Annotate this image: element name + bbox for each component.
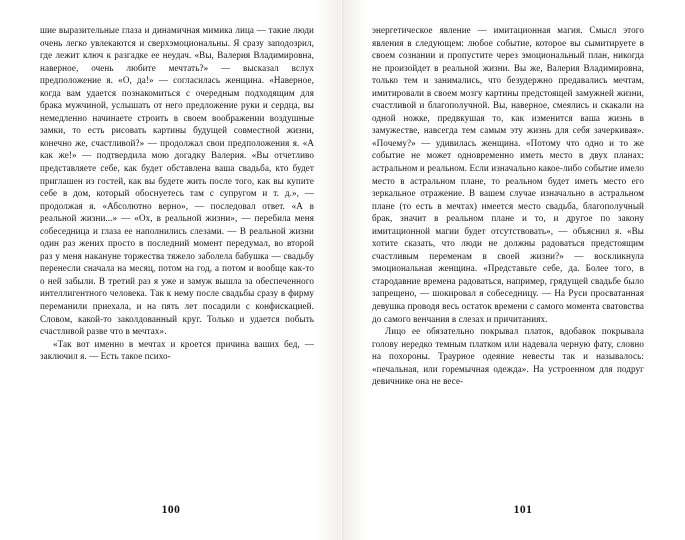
page-number-left: 100: [161, 504, 181, 516]
page-right: [342, 0, 684, 540]
gutter-shadow-right: [342, 0, 368, 540]
paragraph: Лицо ее обязательно покрывал платок, вдобавок покрывала голову нередко темным платком или надевала черную фату, словно на похороны. Траурное одеяние невесты так и называлось: «печальная, или горемычная одежда». На устроенном для подруг девичнике она не весе-: [372, 326, 644, 387]
page-number-right: 101: [513, 504, 533, 516]
paragraph: шие выразительные глаза и динамичная мимика лица — такие люди очень легко увлекаются и сверхэмоциональны. Я сразу заподозрил, где лежит ключ к разгадке ее неудач. «Вы, Валерия Владимировна, наверное, очень любите мечтать?» — высказал вслух предположение я. «О, да!» — согласилась женщина. «Наверное, когда вам удается познакомиться с очередным подходящим для брака мужчиной, услышать от него предложение руки и сердца, вы немедленно начинаете строить в своем воображении воздушные замки, то есть рисовать картины будущей совместной жизни, конечно же, счастливой?» — продолжал свои предположения я. «А как же!» — подтвердила мою догадку Валерия. «Вы отчетливо представляете себе, как будет обставлена ваша свадьба, кто будет приглашен из гостей, как вы будете жить после того, как вы купите себе в дом, который обоснуетесь там с супругом и т. д.», — продолжая я. «Абсолютно верно», — последовал ответ. «А в реальной жизни...» — «Ох, в реальной жизни», — перебила меня собеседница и глаза ее наполнились слезами. — В реальной жизни один раз жених просто в последний момент передумал, во второй раз у меня накануне торжества тяжело заболела бабушка — свадьбу перенесли сначала на месяц, потом на год, а потом и вообще как-то о ней забыли. В третий раз я уже и замуж вышла за обеспеченного интеллигентного человека. Так к нему после свадьбы сразу в фирму переманили приехала, и на пять лет посадили с конфискацией. Словом, какой-то заколдованный круг. Только и удается побыть счастливой разве что в мечтах».: [40, 25, 314, 337]
page-left-text-column: [40, 24, 314, 363]
page-left: [0, 0, 342, 540]
paragraph: энергетическое явление — имитационная магия. Смысл этого явления в следующем: любое событие, которое вы сымитируете в своем сознании и пропустите через эмоциональный план, никогда не произойдет в реальной жизни. Вы же, Валерия Владимировна, только тем и занимались, что безудержно предавались мечтам, имитировали в своем мозгу картины предстоящей замужней жизни, счастливой и благополучной. Вы, наверное, смеялись и скакали на одной ножке, предвкушая то, как изменится ваша жизнь в замужестве, навсегда тем самым эту жизнь для себя зачеркивая». «Почему?» — удивилась женщина. «Потому что одно и то же событие не может одновременно иметь место в двух планах: астральном и реальном. Если изначально какое-либо событие имело место в астральном плане, то реальном будет иметь место его зеркальное отражение. В вашем случае изначально в астральном плане (то есть в мечтах) имеется место свадьба, благополучный брак, значит в реальном плане и то, и другое по закону имитационной магии будет отсутствовать», — объяснил я. «Вы хотите сказать, что люди не должны радоваться предстоящим счастливым переменам в своей жизни?» — воскликнула эмоциональная женщина. «Представьте себе, да. Более того, в стародавние времена радоваться, например, грядущей свадьбе было запрещено, — шокировал я собеседницу. — На Руси просватанная девушка проводя весь остаток времени с самого момента сватовства до самого венчания в слезах и причитаниях.: [372, 25, 644, 324]
gutter-shadow-left: [316, 0, 342, 540]
paragraph: «Так вот именно в мечтах и кроется причина ваших бед, — заключил я. — Есть такое психо-: [40, 338, 314, 362]
page-right-text-column: [372, 24, 644, 388]
